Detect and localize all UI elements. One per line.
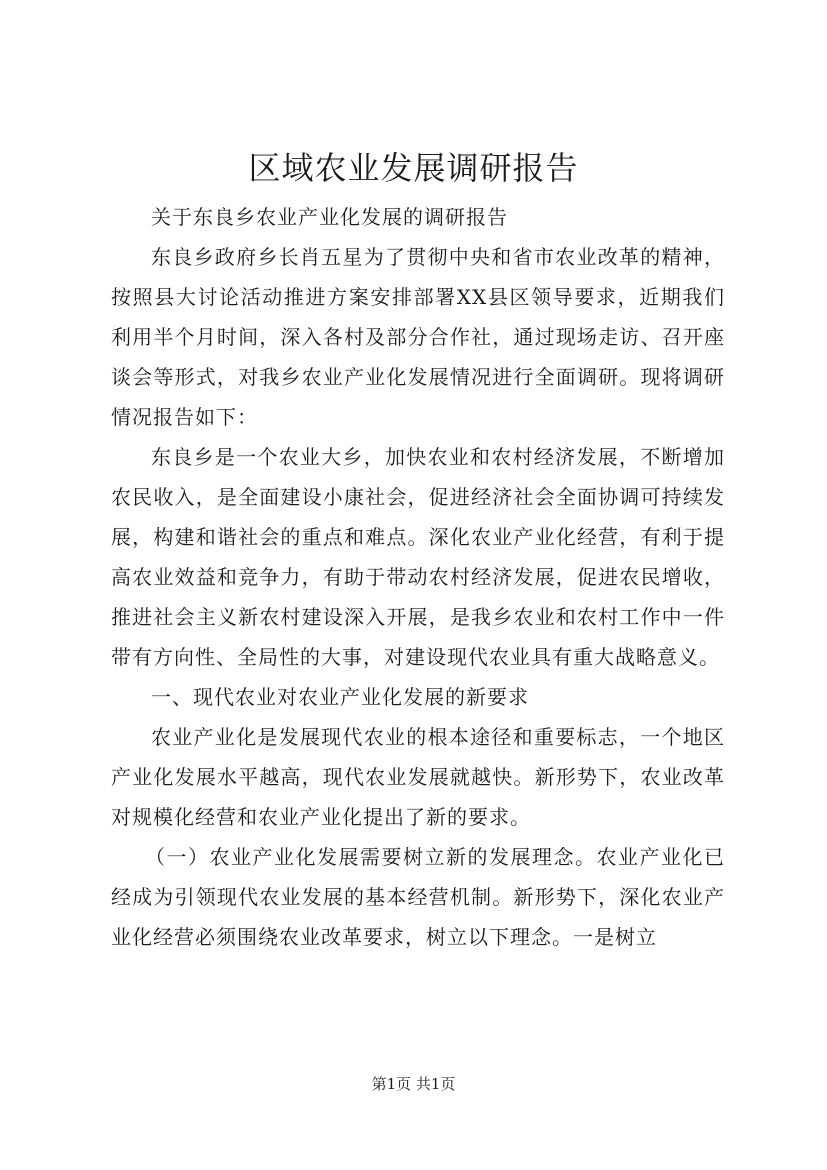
section-heading: 一、现代农业对农业产业化发展的新要求 xyxy=(151,685,529,709)
subtitle-paragraph: 关于东良乡农业产业化发展的调研报告 xyxy=(151,205,508,229)
background-paragraph: 东良乡是一个农业大乡，加快农业和农村经济发展，不断增加农民收入，是全面建设小康社会，促进经济社会全面协调可持续发展，构建和谐社会的重点和难点。深化农业产业化经营，有利于提高农业效益和竞争力，有助于带动农村经济发展，促进农民增收，推进社会主义新农村建设深入开展，是我乡农业和农村工作中一件带有方向性、全局性的大事，对建设现代农业具有重大战略意义。 xyxy=(111,445,725,669)
page-footer: 第1页 共1页 xyxy=(371,1075,456,1093)
intro-paragraph: 东良乡政府乡长肖五星为了贯彻中央和省市农业改革的精神，按照县大讨论活动推进方案安排部署XX县区领导要求，近期我们利用半个月时间，深入各村及部分合作社，通过现场走访、召开座谈会等形式，对我乡农业产业化发展情况进行全面调研。现将调研情况报告如下： xyxy=(111,245,725,429)
document-title: 区域农业发展调研报告 xyxy=(248,149,579,187)
subsection-paragraph: （一）农业产业化发展需要树立新的发展理念。农业产业化已经成为引领现代农业发展的基本经营机制。新形势下，深化农业产业化经营必须围绕农业改革要求，树立以下理念。一是树立 xyxy=(111,845,725,949)
document-body xyxy=(111,197,725,957)
section-paragraph: 农业产业化是发展现代农业的根本途径和重要标志，一个地区产业化发展水平越高，现代农业发展就越快。新形势下，农业改革对规模化经营和农业产业化提出了新的要求。 xyxy=(111,725,725,829)
